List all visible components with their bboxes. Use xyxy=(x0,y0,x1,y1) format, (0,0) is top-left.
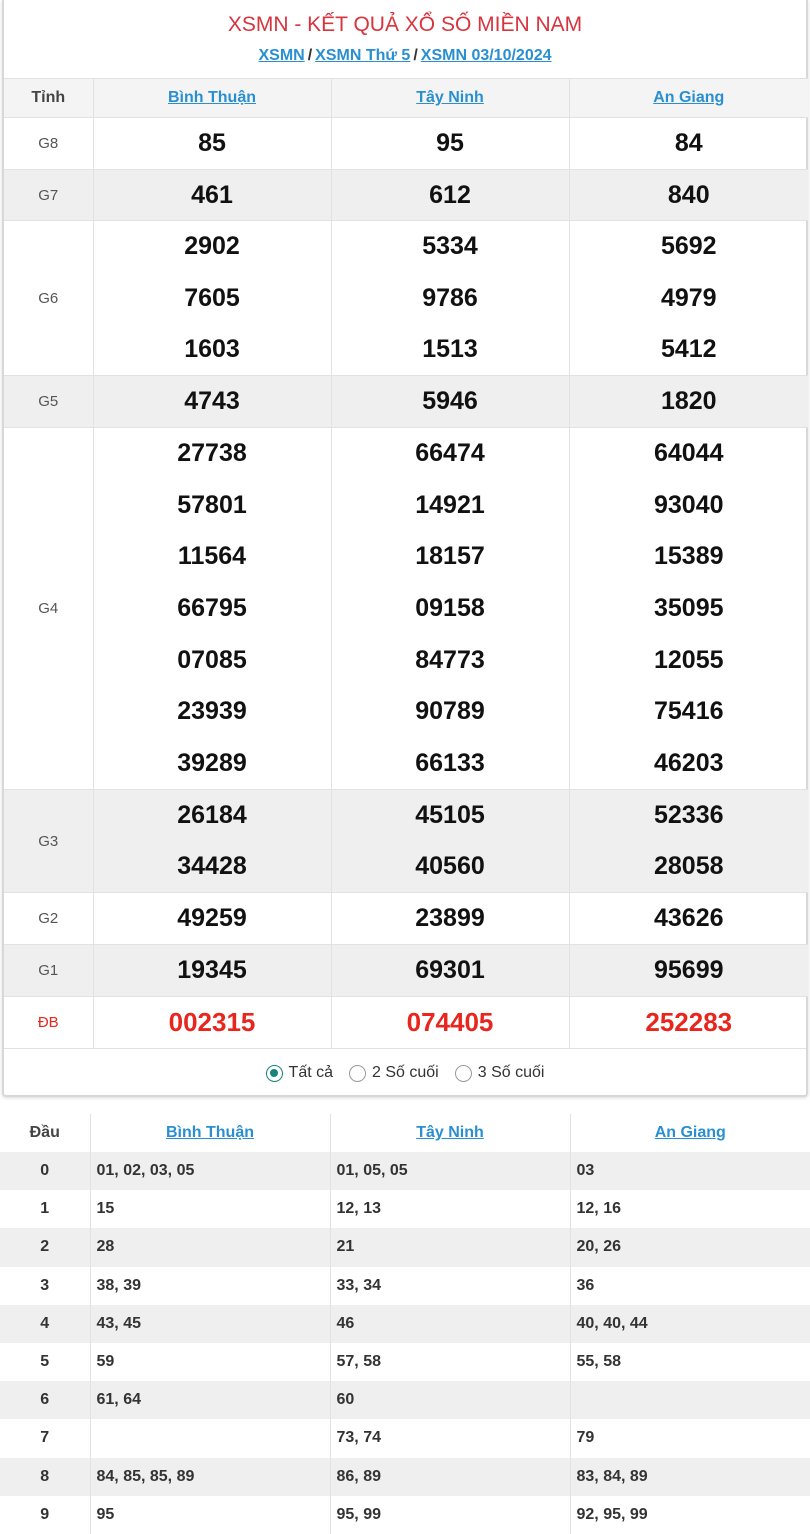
prize-number: 66474 xyxy=(331,428,569,480)
loto-row xyxy=(0,1152,810,1190)
option-label: 3 Số cuối xyxy=(477,1064,545,1082)
province-header xyxy=(93,79,331,118)
prize-number: 5946 xyxy=(331,376,569,428)
loto-values: 20, 26 xyxy=(570,1228,810,1266)
loto-values: 36 xyxy=(576,1276,595,1294)
head-digit: 7 xyxy=(0,1419,90,1457)
loto-values: 55, 58 xyxy=(576,1353,621,1371)
results-panel xyxy=(2,0,808,1097)
prize-number: 14921 xyxy=(331,479,569,531)
head-digit: 0 xyxy=(0,1152,90,1190)
loto-row xyxy=(0,1496,810,1534)
loto-province-header xyxy=(90,1114,330,1152)
prize-number: 43626 xyxy=(569,893,808,945)
prize-number: 09158 xyxy=(331,583,569,635)
breadcrumb-separator: / xyxy=(413,47,418,64)
prize-number: 12055 xyxy=(653,645,724,674)
prize-label: G7 xyxy=(4,169,93,221)
prize-row xyxy=(4,634,808,686)
prize-row xyxy=(4,841,808,893)
prize-number: 66133 xyxy=(331,738,569,790)
prize-number: 26184 xyxy=(93,789,331,841)
option-last-2[interactable] xyxy=(349,1064,439,1082)
loto-values: 01, 05, 05 xyxy=(330,1152,570,1190)
prize-row xyxy=(4,118,808,170)
prize-row xyxy=(4,686,808,738)
loto-row xyxy=(0,1190,810,1228)
breadcrumb-separator: / xyxy=(307,47,313,64)
results-header xyxy=(4,0,806,78)
prize-label: ĐB xyxy=(4,996,93,1048)
prize-number: 39289 xyxy=(93,738,331,790)
radio-icon[interactable] xyxy=(455,1065,472,1082)
loto-row xyxy=(0,1305,810,1343)
loto-values: 92, 95, 99 xyxy=(576,1505,648,1523)
loto-values: 57, 58 xyxy=(330,1343,570,1381)
loto-row xyxy=(0,1267,810,1305)
display-options xyxy=(4,1048,806,1098)
head-digit: 5 xyxy=(0,1343,90,1381)
radio-icon[interactable] xyxy=(266,1065,283,1082)
special-prize-number: 074405 xyxy=(331,996,569,1048)
prize-number: 612 xyxy=(331,169,569,221)
radio-icon[interactable] xyxy=(349,1065,366,1082)
loto-values: 84, 85, 85, 89 xyxy=(90,1458,330,1496)
prize-number: 34428 xyxy=(93,841,331,893)
loto-values: 01, 02, 03, 05 xyxy=(90,1152,330,1190)
prize-number: 64044 xyxy=(569,428,808,480)
prize-number: 52336 xyxy=(569,789,808,841)
province-header xyxy=(331,79,569,118)
prize-number: 90789 xyxy=(331,686,569,738)
prize-row xyxy=(4,738,808,790)
loto-row xyxy=(0,1458,810,1496)
prize-number: 95 xyxy=(331,118,569,170)
breadcrumb-thu5-link[interactable]: XSMN Thứ 5 xyxy=(315,47,411,64)
prize-number: 461 xyxy=(93,169,331,221)
prize-label: G8 xyxy=(4,118,93,170)
loto-values: 33, 34 xyxy=(330,1267,570,1305)
prize-row xyxy=(4,583,808,635)
prize-number: 75416 xyxy=(653,697,724,726)
head-digit: 6 xyxy=(0,1381,90,1419)
loto-values: 28 xyxy=(90,1228,330,1266)
prize-number: 69301 xyxy=(331,945,569,997)
prize-row xyxy=(4,893,808,945)
prize-number: 28058 xyxy=(569,841,808,893)
prize-number: 46203 xyxy=(653,748,724,777)
loto-values: 38, 39 xyxy=(90,1267,330,1305)
option-label: 2 Số cuối xyxy=(372,1064,439,1082)
special-prize-number: 002315 xyxy=(93,996,331,1048)
option-last-3[interactable] xyxy=(455,1064,545,1082)
loto-row xyxy=(0,1228,810,1266)
prize-row xyxy=(4,273,808,325)
page-title: XSMN - KẾT QUẢ XỔ SỐ MIỀN NAM xyxy=(227,13,583,36)
prize-row xyxy=(4,169,808,221)
prize-number: 4979 xyxy=(660,283,717,312)
prize-number: 840 xyxy=(569,169,808,221)
prize-number: 35095 xyxy=(653,594,724,623)
option-label: Tất cả xyxy=(288,1064,334,1082)
loto-province-header xyxy=(330,1114,570,1152)
special-prize-number: 252283 xyxy=(569,996,808,1048)
loto-values: 43, 45 xyxy=(90,1305,330,1343)
prize-number: 5412 xyxy=(660,335,717,364)
breadcrumb xyxy=(4,46,806,66)
loto-province-link-tay-ninh[interactable]: Tây Ninh xyxy=(416,1124,484,1141)
loto-values: 21 xyxy=(330,1228,570,1266)
prize-label: G2 xyxy=(4,893,93,945)
province-column-label: Tỉnh xyxy=(4,79,93,118)
prize-number: 57801 xyxy=(93,479,331,531)
loto-table xyxy=(0,1114,810,1534)
loto-row xyxy=(0,1419,810,1457)
loto-values: 60 xyxy=(330,1381,570,1419)
prize-number: 19345 xyxy=(93,945,331,997)
province-link-binh-thuan[interactable]: Bình Thuận xyxy=(168,89,256,106)
province-link-tay-ninh[interactable]: Tây Ninh xyxy=(416,89,484,106)
loto-values: 86, 89 xyxy=(330,1458,570,1496)
head-digit: 9 xyxy=(0,1496,90,1534)
province-header xyxy=(569,79,808,118)
prize-number: 2902 xyxy=(93,221,331,273)
prize-number: 15389 xyxy=(653,542,724,571)
prize-row xyxy=(4,428,808,480)
head-digit: 2 xyxy=(0,1228,90,1266)
loto-values: 83, 84, 89 xyxy=(570,1458,810,1496)
loto-values: 03 xyxy=(570,1152,810,1190)
loto-values: 40, 40, 44 xyxy=(570,1305,810,1343)
option-all[interactable] xyxy=(266,1064,333,1082)
prize-row xyxy=(4,789,808,841)
prize-label: G5 xyxy=(4,376,93,428)
prize-number: 95699 xyxy=(569,945,808,997)
head-digit: 3 xyxy=(0,1267,90,1305)
prize-row xyxy=(4,324,808,376)
head-digit: 1 xyxy=(0,1190,90,1228)
prize-number: 7605 xyxy=(93,273,331,325)
loto-province-link-an-giang[interactable]: An Giang xyxy=(654,1124,726,1141)
loto-values: 73, 74 xyxy=(330,1419,570,1457)
prize-number: 5692 xyxy=(569,221,808,273)
loto-values: 12, 16 xyxy=(576,1200,621,1218)
prize-number: 18157 xyxy=(331,531,569,583)
prize-number: 11564 xyxy=(93,531,331,583)
loto-values xyxy=(90,1419,330,1457)
loto-values: 15 xyxy=(90,1190,330,1228)
prize-row xyxy=(4,479,808,531)
prize-row xyxy=(4,376,808,428)
prize-label: G1 xyxy=(4,945,93,997)
results-header-row xyxy=(4,79,808,118)
prize-number: 27738 xyxy=(93,428,331,480)
results-table xyxy=(4,78,808,1048)
prize-number: 49259 xyxy=(93,893,331,945)
loto-values: 46 xyxy=(330,1305,570,1343)
prize-number: 45105 xyxy=(331,789,569,841)
prize-label: G3 xyxy=(4,789,93,892)
loto-values: 59 xyxy=(90,1343,330,1381)
prize-number: 1513 xyxy=(331,324,569,376)
loto-province-link-binh-thuan[interactable]: Bình Thuận xyxy=(166,1124,254,1141)
prize-row xyxy=(4,945,808,997)
breadcrumb-xsmn-link[interactable]: XSMN xyxy=(258,47,305,64)
prize-number: 9786 xyxy=(331,273,569,325)
head-digit: 8 xyxy=(0,1458,90,1496)
prize-number: 1820 xyxy=(569,376,808,428)
loto-values: 12, 13 xyxy=(330,1190,570,1228)
loto-province-header xyxy=(570,1114,810,1152)
loto-values: 95, 99 xyxy=(330,1496,570,1534)
prize-number: 5334 xyxy=(331,221,569,273)
head-digit: 4 xyxy=(0,1305,90,1343)
breadcrumb-date-link[interactable]: XSMN 03/10/2024 xyxy=(420,47,552,64)
prize-label: G6 xyxy=(4,221,93,376)
loto-header-row xyxy=(0,1114,810,1152)
prize-number: 84773 xyxy=(331,634,569,686)
prize-number: 66795 xyxy=(93,583,331,635)
prize-number: 40560 xyxy=(331,841,569,893)
loto-values xyxy=(570,1381,810,1419)
prize-number: 1603 xyxy=(93,324,331,376)
prize-row xyxy=(4,996,808,1048)
loto-values: 61, 64 xyxy=(90,1381,330,1419)
loto-values: 95 xyxy=(90,1496,330,1534)
loto-row xyxy=(0,1381,810,1419)
head-digit-column-label: Đầu xyxy=(0,1114,90,1152)
prize-number: 23899 xyxy=(331,893,569,945)
prize-number: 93040 xyxy=(653,490,724,519)
prize-number: 85 xyxy=(93,118,331,170)
prize-number: 84 xyxy=(569,118,808,170)
prize-row xyxy=(4,531,808,583)
prize-label: G4 xyxy=(4,428,93,790)
prize-row xyxy=(4,221,808,273)
loto-row xyxy=(0,1343,810,1381)
prize-number: 07085 xyxy=(93,634,331,686)
province-link-an-giang[interactable]: An Giang xyxy=(653,89,725,106)
loto-values: 79 xyxy=(576,1429,595,1447)
prize-number: 4743 xyxy=(93,376,331,428)
prize-number: 23939 xyxy=(93,686,331,738)
